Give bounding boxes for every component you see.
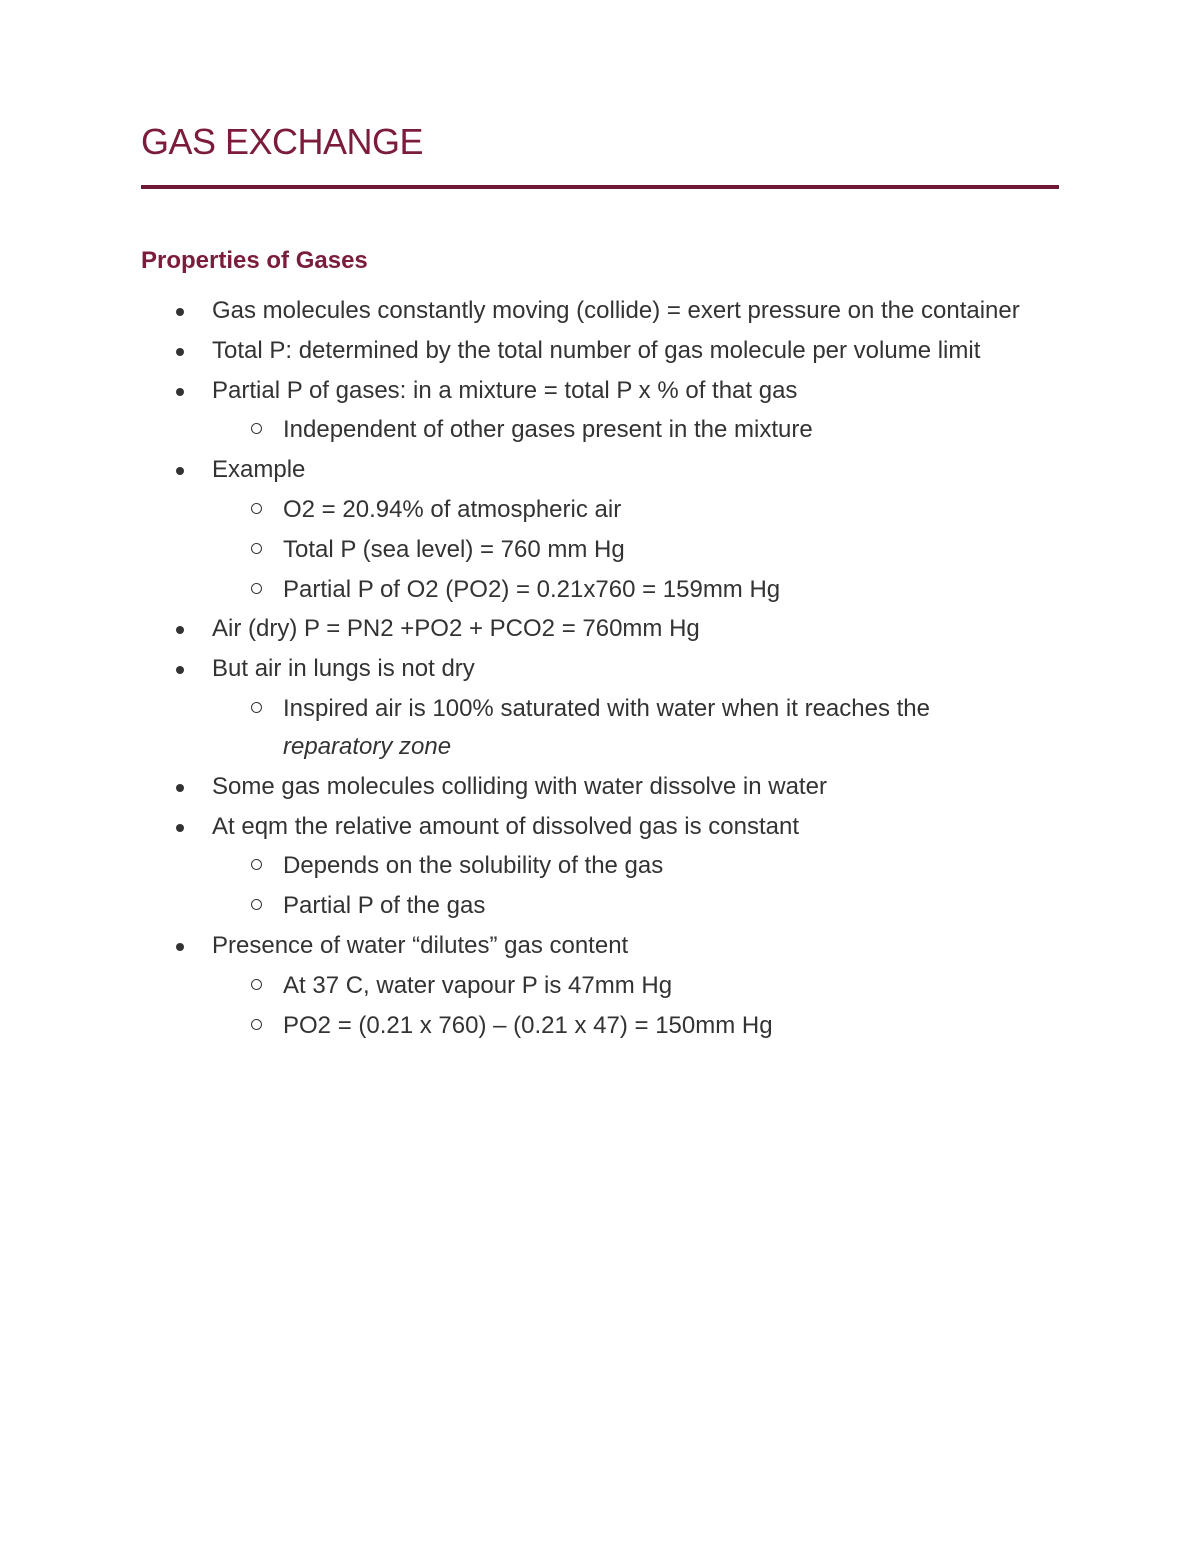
list-item: [141, 610, 1041, 648]
list-item-text: Gas molecules constantly moving (collide) = exert pressure on the container: [212, 297, 1020, 324]
hollow-bullet-icon: [251, 423, 262, 434]
sub-list-item-text: Partial P of O2 (PO2) = 0.21x760 = 159mm Hg: [283, 575, 781, 603]
list-item-text: Presence of water “dilutes” gas content: [212, 931, 629, 959]
sub-list-item-text: Independent of other gases present in the mixture: [283, 416, 813, 444]
sub-list-item: [141, 847, 1041, 885]
list-item: [141, 768, 1041, 806]
bullet-icon: [176, 467, 184, 475]
bullet-icon: [176, 824, 184, 832]
sub-list-item: [141, 491, 1041, 529]
sub-list-item-text: Inspired air is 100% saturated with water when it reaches the: [283, 694, 931, 722]
sub-list-item-text: At 37 C, water vapour P is 47mm Hg: [283, 971, 673, 999]
hollow-bullet-icon: [251, 859, 262, 870]
list-item: [141, 332, 1041, 370]
bullet-icon: [176, 626, 184, 634]
hollow-bullet-icon: [251, 1019, 262, 1030]
list-item: [141, 451, 1041, 489]
sub-list-item: [141, 531, 1041, 569]
list-item-text: Total P: determined by the total number of gas molecule per volume limit: [212, 336, 981, 364]
sub-list-item: [141, 690, 1041, 766]
list-item-text: But air in lungs is not dry: [212, 655, 475, 683]
sub-list-item: [141, 571, 1041, 609]
hollow-bullet-icon: [251, 503, 262, 514]
bullet-icon: [176, 784, 184, 792]
hollow-bullet-icon: [251, 583, 262, 594]
list-item: [141, 372, 1041, 410]
list-item: [141, 927, 1041, 965]
title-divider: [141, 185, 1059, 189]
page-title: GAS EXCHANGE: [141, 121, 424, 162]
list-item-text: Air (dry) P = PN2 +PO2 + PCO2 = 760mm Hg: [212, 615, 700, 643]
list-item: [141, 808, 1041, 846]
list-item: [141, 650, 1041, 688]
sub-list-item: [141, 411, 1041, 449]
bullet-icon: [176, 943, 184, 951]
list-item-text: At eqm the relative amount of dissolved gas is constant: [212, 812, 799, 840]
list-item-text: Some gas molecules colliding with water dissolve in water: [212, 772, 827, 800]
sub-list-item-text: Depends on the solubility of the gas: [283, 852, 664, 880]
sub-list-item-text: Total P (sea level) = 760 mm Hg: [283, 535, 625, 563]
hollow-bullet-icon: [251, 899, 262, 910]
hollow-bullet-icon: [251, 702, 262, 713]
hollow-bullet-icon: [251, 543, 262, 554]
bullet-icon: [176, 308, 184, 316]
sub-list-item: [141, 1007, 1041, 1045]
bullet-list: [141, 292, 1041, 1046]
sub-list-item: [141, 967, 1041, 1005]
sub-list-item: [141, 887, 1041, 925]
section-heading: Properties of Gases: [141, 247, 368, 274]
list-item: [141, 292, 1041, 330]
list-item-text: Partial P of gases: in a mixture = total P x % of that gas: [212, 376, 798, 404]
sub-list-item-text: Partial P of the gas: [283, 892, 486, 920]
italic-term: reparatory zone: [283, 732, 452, 760]
bullet-icon: [176, 348, 184, 356]
sub-list-item-text: O2 = 20.94% of atmospheric air: [283, 495, 622, 523]
bullet-icon: [176, 388, 184, 396]
hollow-bullet-icon: [251, 979, 262, 990]
list-item-text: Example: [212, 456, 306, 484]
bullet-icon: [176, 666, 184, 674]
sub-list-item-text: PO2 = (0.21 x 760) – (0.21 x 47) = 150mm Hg: [283, 1011, 773, 1039]
